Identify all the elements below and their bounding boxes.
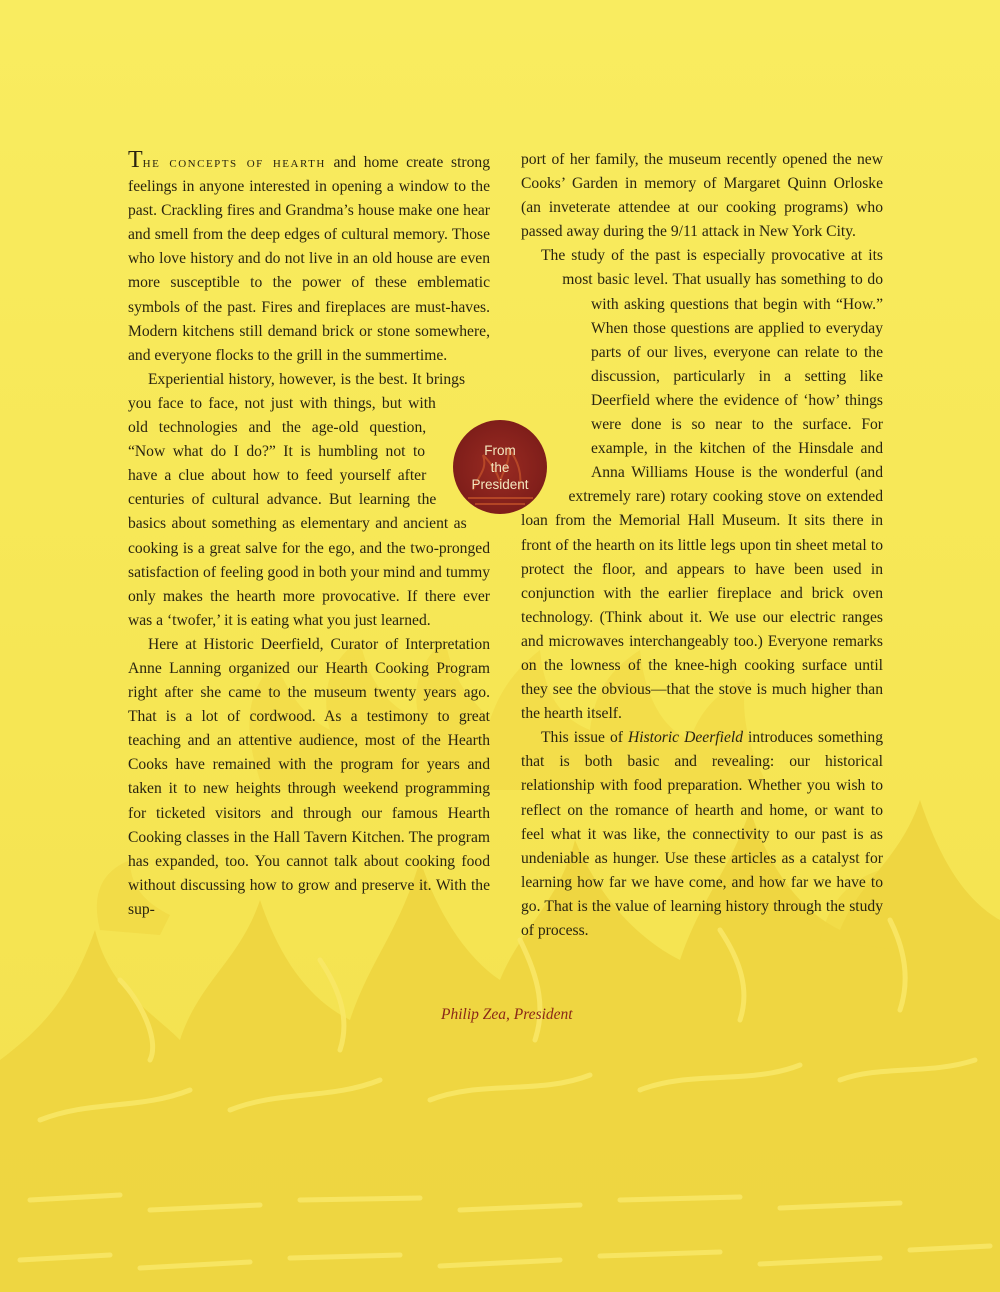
publication-title: Historic Deerfield xyxy=(627,729,744,747)
article-paragraph: Here at Historic Deerfield, Curator of Interpretation Anne Lanning organized our Hearth Cooking Program right after she came to the museum twenty years ago. That is a lot of cordwood. As a testimony to great teaching and an attentive audience, most of the Hearth Cooks have remained with the program for years and taken it to new heights through weekend programming for ticketed visitors and through our famous Hearth Cooking classes in the Hall Tavern Kitchen. The program has expanded, too. You cannot talk about cooking food without discussing how to grow and preserve it. With the sup- xyxy=(128,635,490,918)
article-paragraph: The concepts of hearth and home create strong feelings in anyone interested in opening a window to the past. Crackling fires and Grandma’s house make one hear and smell from the deep edges of cultural memory. Those who love history and do not live in an old house are even more susceptible to the power of these emblematic symbols of the past. Fires and fireplaces are must-haves. Modern kitchens still demand brick or stone somewhere, and everyone flocks to the grill in the summertime. xyxy=(128,147,490,364)
article-paragraph: This issue of Historic Deerfield introduces something that is both basic and revealing: our historical relationship with food preparation. Whether you wish to reflect on the romance of hearth and home, or want to feel what it was like, the connectivity to our past is as undeniable as hunger. Use these articles as a catalyst for learning how far we have come, and how far we have to go. That is the value of learning history through the study of process. xyxy=(521,729,883,939)
article-paragraph: The study of the past is especially provocative at its most basic level. That usually has something to do with asking questions that begin with “How.” When those questions are applied to everyday parts of our lives, everyone can relate to the discussion, particularly in a setting like Deerfield where the evidence of ‘how’ things were done is so near to the surface. For example, in the kitchen of the Hinsdale and Anna Williams House is the wonderful (and extremely rare) rotary cooking stove on extended loan from the Memorial Hall Museum. It sits there in front of the hearth on its little legs upon tin sheet metal to protect the floor, and appears to have been used in conjunction with the earlier fireplace and brick oven technology. (Think about it. We use our electric ranges and microwaves interchangeably too.) Everyone remarks on the lowness of the knee-high cooking surface until they see the obvious—that the stove is much higher than the hearth itself. xyxy=(521,247,883,723)
article-paragraph: Experiential history, however, is the best. It brings you face to face, not just with things, but with old technologies and the age-old question, “Now what do I do?” It is humbling not to have a clue about how to feed yourself after centuries of cultural advance. But learning the basics about something as elementary and ancient as cooking is a great salve for the ego, and the two-pronged satisfaction of feeling good in both your mind and tummy only makes the hearth more provocative. If there ever was a ‘twofer,’ it is eating what you just learned. xyxy=(128,370,490,629)
badge-line-1: From xyxy=(484,442,516,458)
opening-small-caps: The concepts of hearth xyxy=(128,147,326,173)
signature-line: Philip Zea, President xyxy=(441,1006,573,1023)
article-column-right xyxy=(521,148,883,943)
article-paragraph: port of her family, the museum recently opened the new Cooks’ Garden in memory of Margaret Quinn Orloske (an inveterate attendee at our cooking programs) who passed away during the 9/11 attack in New York City. xyxy=(521,151,883,241)
drop-cap: T xyxy=(128,147,143,173)
badge-line-2: the xyxy=(490,459,510,475)
badge-line-3: President xyxy=(471,476,529,492)
from-the-president-badge xyxy=(453,420,547,514)
article-column-left xyxy=(128,148,490,922)
